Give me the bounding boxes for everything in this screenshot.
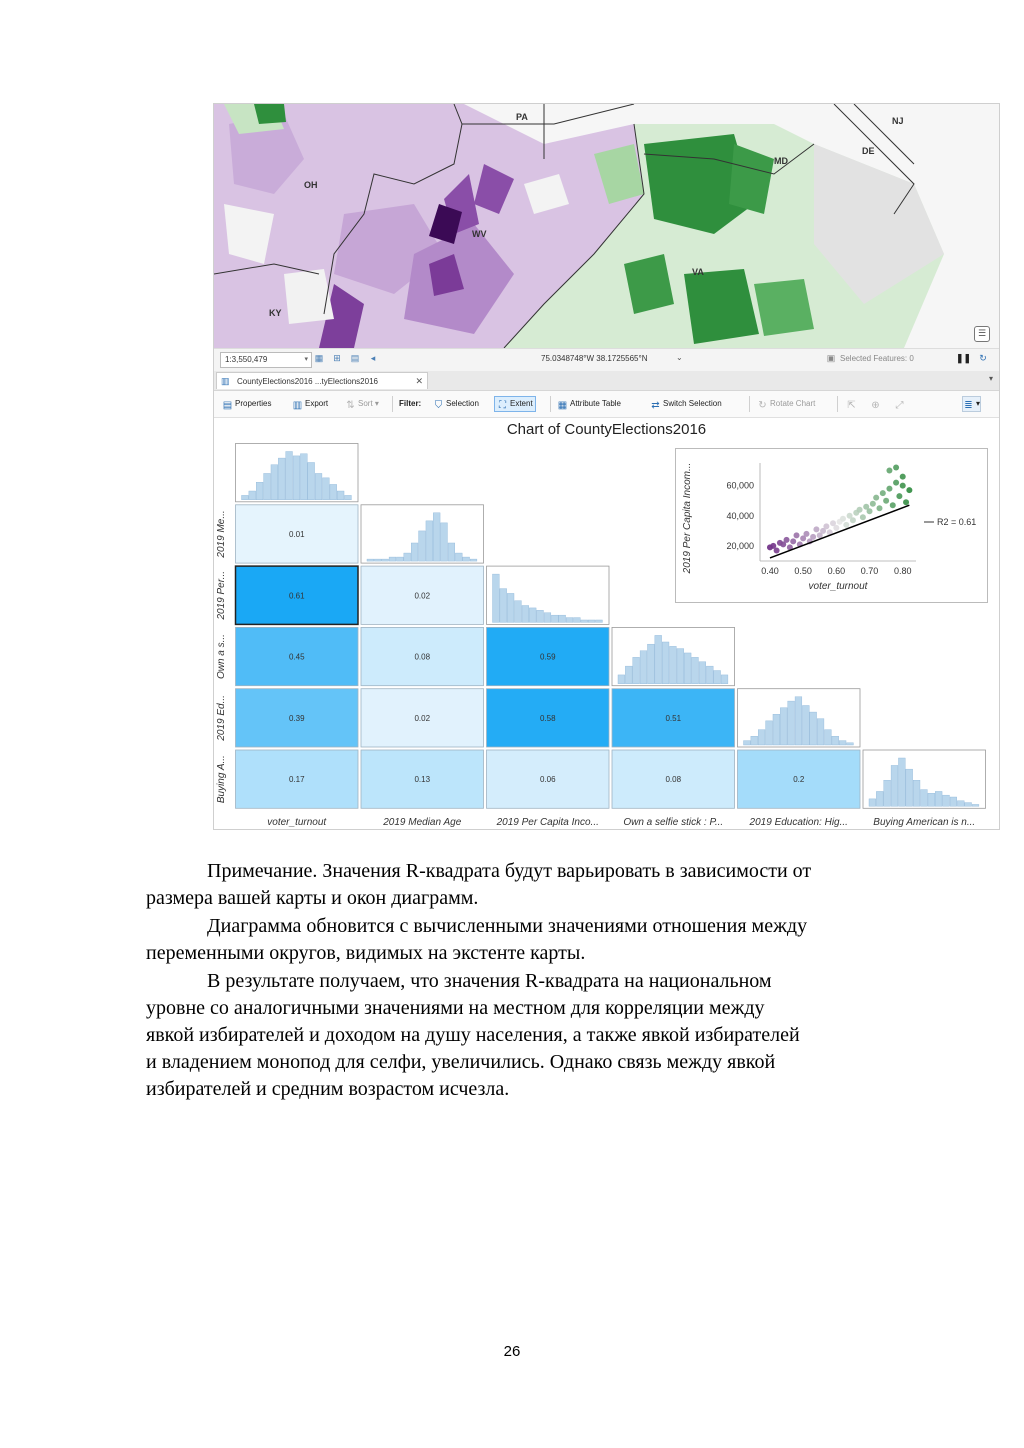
- histogram-bar: [396, 557, 403, 561]
- row-label: Own a s...: [216, 634, 227, 680]
- histogram-bar: [256, 482, 263, 500]
- row-label: 2019 Ed...: [216, 695, 227, 741]
- histogram-bar: [249, 491, 256, 500]
- row-label: 2019 Me...: [216, 510, 227, 558]
- histogram-bar: [470, 559, 477, 561]
- zoom-icon: ⊕: [871, 400, 880, 411]
- scatter-point: [790, 538, 796, 544]
- x-axis-label: voter_turnout: [808, 581, 868, 592]
- coordinates-readout: 75.0348748°W 38.1725565°N: [541, 354, 648, 363]
- histogram-bar: [411, 543, 418, 561]
- grid-icon[interactable]: ▦: [314, 353, 324, 363]
- histogram-bar: [832, 736, 839, 745]
- scatter-point: [857, 507, 863, 513]
- correlation-value: 0.01: [288, 529, 305, 539]
- state-label-pa: PA: [516, 112, 528, 122]
- histogram-bar: [419, 531, 426, 561]
- y-tick-label: 40,000: [726, 510, 754, 521]
- column-label: voter_turnout: [267, 817, 327, 828]
- selection-icon: ⛉: [434, 400, 443, 411]
- scatter-point: [794, 532, 800, 538]
- y-tick-label: 20,000: [726, 540, 754, 551]
- table-icon: ▦: [557, 400, 568, 411]
- chart-toolbar: [214, 391, 999, 418]
- correlation-value: 0.58: [539, 713, 556, 723]
- histogram-bar: [795, 697, 802, 745]
- correlation-value: 0.51: [665, 713, 682, 723]
- histogram-bar: [625, 666, 632, 684]
- tab-chart[interactable]: [216, 372, 428, 389]
- correlation-value: 0.39: [288, 713, 305, 723]
- histogram-bar: [507, 593, 514, 622]
- state-label-md: MD: [774, 156, 788, 166]
- scale-dropdown[interactable]: [220, 352, 312, 368]
- scatter-point: [900, 474, 906, 480]
- sound-icon[interactable]: ◂: [370, 353, 376, 363]
- histogram-bar: [345, 495, 352, 499]
- histogram-bar: [367, 559, 374, 561]
- attribute-table-button[interactable]: ▦ Attribute Table: [557, 399, 621, 411]
- scale-value: 1:3,550,479: [225, 355, 268, 364]
- selected-features-count: Selected Features: 0: [840, 354, 914, 363]
- histogram-bar: [441, 523, 448, 561]
- histogram-bar: [382, 559, 389, 561]
- scatter-point: [883, 498, 889, 504]
- full-extent-button[interactable]: [894, 397, 907, 411]
- scatter-point: [867, 508, 873, 514]
- scatter-point: [813, 526, 819, 532]
- histogram-bar: [242, 495, 249, 499]
- histogram-bar: [515, 601, 522, 623]
- cursor-icon: ⇱: [847, 400, 856, 411]
- diagram-paragraph: [146, 913, 946, 967]
- histogram-bar: [271, 465, 278, 500]
- histogram-bar: [788, 701, 795, 745]
- histogram-bar: [943, 795, 950, 806]
- scale-bar-icon[interactable]: ⊞: [333, 353, 341, 363]
- column-label: 2019 Median Age: [383, 817, 462, 828]
- scatter-point: [903, 499, 909, 505]
- histogram-bar: [618, 675, 625, 684]
- rotate-icon: ↻: [758, 400, 767, 411]
- selection-icon: ▣: [826, 353, 836, 363]
- page-number: 26: [503, 1343, 521, 1360]
- y-axis-label: 2019 Per Capita Incom...: [682, 462, 693, 574]
- state-label-ky: KY: [269, 308, 282, 318]
- correlation-value: 0.06: [539, 775, 556, 785]
- histogram-bar: [876, 791, 883, 806]
- x-tick-label: 0.80: [893, 566, 912, 576]
- histogram-bar: [264, 473, 271, 499]
- switch-icon: ⇄: [651, 400, 660, 411]
- result-paragraph: [146, 968, 946, 1103]
- scatter-point: [886, 486, 892, 492]
- scatter-point: [823, 523, 829, 529]
- zoom-in-button[interactable]: [870, 397, 883, 411]
- histogram-bar: [825, 730, 832, 745]
- histogram-bar: [721, 675, 728, 684]
- trendline-label: R2 = 0.61: [937, 517, 977, 527]
- text-line: явкой избирателей и доходом на душу населения, а также явкой избирателей: [146, 1024, 800, 1046]
- histogram-bar: [744, 741, 751, 745]
- x-tick-label: 0.70: [860, 566, 879, 576]
- scatter-point: [900, 483, 906, 489]
- column-label: 2019 Per Capita Inco...: [496, 817, 599, 828]
- histogram-bar: [817, 719, 824, 745]
- full-extent-icon: ⤢: [895, 400, 904, 411]
- toolbar-divider: [749, 396, 750, 412]
- histogram-bar: [670, 646, 677, 683]
- histogram-bar: [300, 454, 307, 500]
- scatter-point: [860, 514, 866, 520]
- histogram-bar: [337, 491, 344, 500]
- histogram-bar: [891, 765, 898, 806]
- histogram-bar: [544, 613, 551, 623]
- histogram-bar: [389, 557, 396, 561]
- histogram-bar: [677, 649, 684, 684]
- filter-label: Filter:: [399, 399, 422, 408]
- histogram-bar: [566, 618, 573, 623]
- pane-tab-bar: [214, 371, 999, 391]
- switch-selection-button[interactable]: ⇄ Switch Selection: [651, 399, 722, 411]
- sort-icon: ⇅: [346, 400, 355, 411]
- toolbar-divider: [837, 396, 838, 412]
- rotate-chart-button[interactable]: ↻ Rotate Chart: [758, 399, 816, 411]
- toolbar-divider: [392, 396, 393, 412]
- chevron-down-icon[interactable]: ⌄: [676, 353, 683, 362]
- arcgis-screenshot: [213, 103, 1000, 830]
- refresh-icon[interactable]: ↻: [979, 353, 987, 363]
- map-legend-icon[interactable]: ☰: [974, 326, 990, 342]
- histogram-bar: [640, 651, 647, 684]
- correlation-value: 0.08: [665, 775, 682, 785]
- text-line: Диаграмма обновится с вычисленными значениями отношения между: [207, 915, 808, 937]
- histogram-bar: [884, 780, 891, 806]
- text-line: Примечание. Значения R-квадрата будут варьировать в зависимости от: [207, 860, 812, 882]
- state-label-wv: WV: [472, 229, 487, 239]
- text-line: и владением монопод для селфи, увеличились. Однако связь между явкой: [146, 1051, 776, 1073]
- pause-icon[interactable]: ❚❚: [956, 353, 972, 363]
- column-label: Buying American is n...: [873, 817, 976, 828]
- x-tick-label: 0.40: [761, 566, 779, 576]
- histogram-bar: [330, 484, 337, 499]
- sort-button[interactable]: ⇅ Sort ▾: [346, 399, 379, 411]
- scatter-point: [880, 490, 886, 496]
- scatter-point: [886, 468, 892, 474]
- histogram-bar: [647, 644, 654, 684]
- scatter-point: [890, 502, 896, 508]
- histogram-bar: [404, 553, 411, 561]
- histogram-bar: [537, 610, 544, 622]
- histogram-bar: [957, 801, 964, 807]
- text-line: избирателей и средним возрастом исчезла.: [146, 1078, 510, 1100]
- map-canvas: [214, 104, 999, 348]
- histogram-bar: [559, 615, 566, 622]
- histogram-bar: [869, 799, 876, 806]
- histogram-bar: [714, 671, 721, 684]
- histogram-bar: [706, 666, 713, 684]
- histogram-bar: [433, 513, 440, 561]
- histogram-bar: [529, 608, 536, 622]
- correlation-value: 0.45: [288, 652, 305, 662]
- extent-filter-button[interactable]: ⛶ Extent: [494, 396, 536, 412]
- x-tick-label: 0.60: [827, 566, 846, 576]
- select-tool-button[interactable]: [846, 397, 859, 411]
- chart-area: [214, 418, 999, 829]
- histogram-bar: [448, 543, 455, 561]
- histogram-bar: [596, 620, 603, 622]
- histogram-bar: [913, 780, 920, 806]
- chart-title: Chart of CountyElections2016: [506, 421, 707, 438]
- export-icon: ▥: [292, 400, 303, 411]
- histogram-bar: [581, 620, 588, 622]
- x-tick-label: 0.50: [794, 566, 812, 576]
- scatter-preview-panel[interactable]: [675, 448, 988, 603]
- histogram-bar: [802, 705, 809, 745]
- chevron-down-icon: ▾: [304, 356, 308, 363]
- correlation-value: 0.08: [414, 652, 431, 662]
- histogram-bar: [662, 642, 669, 684]
- scatter-point: [833, 525, 839, 531]
- scatter-point: [896, 493, 902, 499]
- histogram-bar: [315, 473, 322, 499]
- text-line: В результате получаем, что значения R-квадрата на национальном: [207, 970, 772, 992]
- histogram-bar: [766, 721, 773, 745]
- chevron-down-icon[interactable]: ▾: [988, 374, 993, 383]
- histogram-bar: [972, 804, 979, 806]
- histogram-bar: [965, 803, 972, 807]
- scatter-point: [876, 505, 882, 511]
- state-label-nj: NJ: [892, 116, 904, 126]
- histogram-bar: [839, 741, 846, 745]
- close-icon[interactable]: ✕: [415, 376, 423, 386]
- histogram-bar: [308, 462, 315, 499]
- histogram-bar: [323, 478, 330, 500]
- histogram-bar: [574, 618, 581, 623]
- histogram-bar: [898, 758, 905, 806]
- correlation-value: 0.02: [414, 713, 431, 723]
- chart-icon: ▥: [221, 376, 230, 386]
- selection-filter-button[interactable]: ⛉ Selection: [434, 399, 479, 411]
- histogram-bar: [522, 605, 529, 622]
- row-label: 2019 Per...: [216, 570, 227, 620]
- scatter-preview: [676, 449, 987, 602]
- extent-icon: ⛶: [499, 400, 506, 411]
- text-line: уровне со аналогичными значениями на местном для корреляции между: [146, 997, 765, 1019]
- trendline: [770, 505, 909, 558]
- histogram-bar: [921, 790, 928, 807]
- histogram-bar: [928, 793, 935, 806]
- histogram-bar: [463, 557, 470, 561]
- text-line: размера вашей карты и окон диаграмм.: [146, 887, 479, 909]
- properties-icon: ▤: [222, 400, 233, 411]
- histogram-bar: [493, 574, 500, 622]
- scatter-point: [850, 517, 856, 523]
- note-paragraph: [146, 858, 946, 912]
- text-line: переменными округов, видимых на экстенте карты.: [146, 942, 586, 964]
- histogram-bar: [633, 657, 640, 683]
- scatter-point: [803, 531, 809, 537]
- scatter-point: [784, 537, 790, 543]
- histogram-bar: [588, 620, 595, 622]
- histogram-bar: [699, 662, 706, 684]
- histogram-bar: [751, 736, 758, 745]
- scatter-point: [906, 487, 912, 493]
- histogram-bar: [935, 791, 942, 806]
- y-tick-label: 60,000: [726, 480, 754, 491]
- histogram-bar: [847, 743, 854, 745]
- row-label: Buying A...: [216, 755, 227, 804]
- histogram-bar: [293, 456, 300, 500]
- properties-button[interactable]: ▤ Properties: [222, 399, 272, 411]
- correlation-value: 0.13: [414, 775, 431, 785]
- correlation-value: 0.02: [414, 591, 431, 601]
- histogram-bar: [286, 452, 293, 500]
- correlation-value: 0.17: [288, 775, 305, 785]
- histogram-bar: [780, 708, 787, 745]
- table-icon[interactable]: ▤: [350, 353, 360, 363]
- state-label-oh: OH: [304, 180, 318, 190]
- scatter-point: [893, 465, 899, 471]
- histogram-bar: [500, 589, 507, 623]
- histogram-bar: [426, 521, 433, 561]
- toolbar-divider: [550, 396, 551, 412]
- chart-menu-button[interactable]: ≣ ▾: [962, 396, 981, 412]
- histogram-bar: [455, 553, 462, 561]
- state-label-de: DE: [862, 146, 875, 156]
- histogram-bar: [655, 635, 662, 683]
- list-icon: ≣: [964, 400, 973, 411]
- histogram-bar: [551, 615, 558, 622]
- histogram-bar: [773, 714, 780, 745]
- correlation-value: 0.2: [793, 775, 805, 785]
- histogram-bar: [684, 653, 691, 684]
- column-label: Own a selfie stick : P...: [623, 817, 724, 828]
- scatter-point: [843, 522, 849, 528]
- histogram-bar: [950, 797, 957, 806]
- histogram-bar: [906, 769, 913, 806]
- histogram-bar: [810, 712, 817, 745]
- map-status-bar: [214, 348, 999, 372]
- histogram-bar: [758, 730, 765, 745]
- histogram-bar: [278, 458, 285, 500]
- county-map[interactable]: [214, 104, 999, 348]
- scatter-point: [873, 495, 879, 501]
- tab-title: CountyElections2016 ...tyElections2016: [237, 377, 378, 386]
- scatter-point: [893, 480, 899, 486]
- correlation-value: 0.59: [539, 652, 556, 662]
- scatter-point: [810, 534, 816, 540]
- export-button[interactable]: ▥ Export: [292, 399, 329, 411]
- scatter-point: [840, 516, 846, 522]
- histogram-bar: [692, 657, 699, 683]
- state-label-va: VA: [692, 267, 704, 277]
- scatter-point: [774, 547, 780, 553]
- column-label: 2019 Education: Hig...: [749, 817, 848, 828]
- correlation-value: 0.61: [288, 591, 305, 601]
- scatter-point: [870, 501, 876, 507]
- histogram-bar: [374, 559, 381, 561]
